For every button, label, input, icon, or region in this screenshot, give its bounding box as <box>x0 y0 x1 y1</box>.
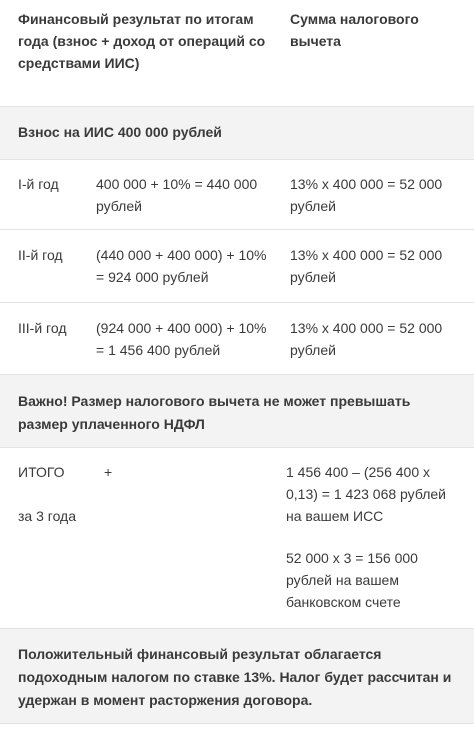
total-bank: 52 000 х 3 = 156 000 рублей на вашем банковском счете <box>286 550 418 610</box>
table-row <box>0 230 474 303</box>
row-deduction: 13% х 400 000 = 52 000 рублей <box>290 320 443 358</box>
table-header <box>0 0 474 106</box>
row-year: II-й год <box>18 247 63 263</box>
total-period: за 3 года <box>18 508 77 524</box>
row-year: I-й год <box>18 176 59 192</box>
row-result: 400 000 + 10% = 440 000 рублей <box>96 176 258 214</box>
total-row <box>0 447 474 628</box>
contribution-band <box>0 106 474 160</box>
row-result: (924 000 + 400 000) + 10% = 1 456 400 рублей <box>96 320 267 358</box>
warning-band <box>0 374 474 448</box>
row-deduction: 13% х 400 000 = 52 000 рублей <box>290 247 443 285</box>
total-iis: 1 456 400 – (256 400 х 0,13) = 1 423 068 рублей на вашем ИСС <box>286 464 446 524</box>
warning-text: Важно! Размер налогового вычета не может превышать размер уплаченного НДФЛ <box>18 393 411 432</box>
total-label: ИТОГО <box>18 464 65 480</box>
tax-note-text: Положительный финансовый результат облагается подоходным налогом по ставке 13%. Налог будет рассчитан и удержан в момент расторжения договора. <box>18 646 452 708</box>
row-deduction: 13% х 400 000 = 52 000 рублей <box>290 176 443 214</box>
table-row <box>0 303 474 374</box>
tax-note-band <box>0 628 474 724</box>
contribution-text: Взнос на ИИС 400 000 рублей <box>18 124 222 140</box>
header-deduction: Сумма налогового вычета <box>290 11 419 49</box>
row-year: III-й год <box>18 320 67 336</box>
row-result: (440 000 + 400 000) + 10% = 924 000 рублей <box>96 247 267 285</box>
header-result: Финансовый результат по итогам года (взнос + доход от операций со средствами ИИС) <box>18 11 266 71</box>
total-plus: + <box>104 464 113 480</box>
table-row <box>0 159 474 230</box>
